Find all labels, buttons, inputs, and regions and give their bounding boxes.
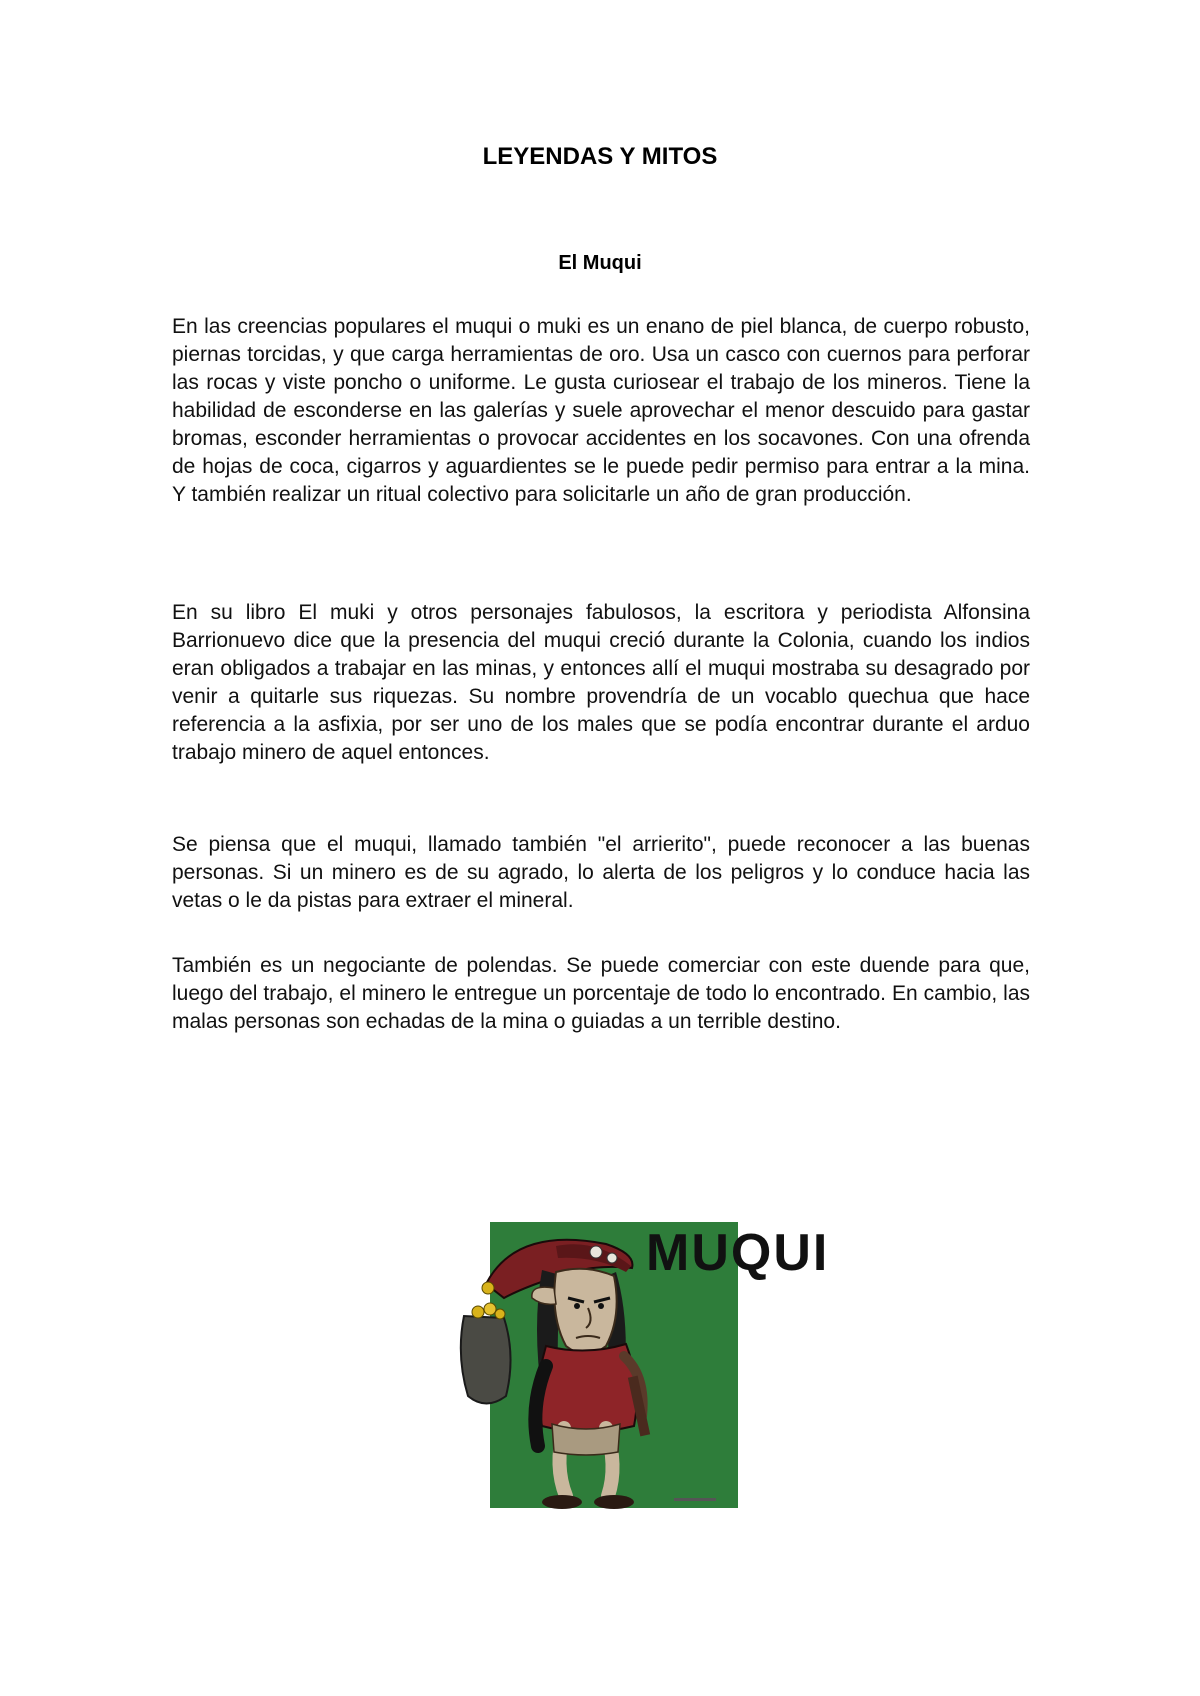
- artist-signature: [674, 1498, 716, 1501]
- paragraph-3: Se piensa que el muqui, llamado también "el arrierito", puede reconocer a las buenas personas. Si un minero es de su agrado, lo alerta de los peligros y lo conduce hacia las vetas o le da pistas para extraer el mineral.: [172, 833, 1030, 912]
- document-title: LEYENDAS Y MITOS: [482, 143, 718, 170]
- paragraph-1: En las creencias populares el muqui o muki es un enano de piel blanca, de cuerpo robusto, piernas torcidas, y que carga herramientas de oro. Usa un casco con cuernos para perforar las rocas y viste poncho o uniforme. Le gusta curiosear el trabajo de los mineros. Tiene la habilidad de esconderse en las galerías y suele aprovechar el menor descuido para gastar bromas, esconder herramientas o provocar accidentes en los socavones. Con una ofrenda de hojas de coca, cigarros y aguardientes se le puede pedir permiso para entrar a la mina. Y también realizar un ritual colectivo para solicitarle un año de gran producción.: [172, 315, 1030, 506]
- illustration-label: MUQUI: [646, 1224, 830, 1282]
- muqui-illustration: [446, 1206, 866, 1536]
- paragraph-4: También es un negociante de polendas. Se puede comerciar con este duende para que, luego del trabajo, el minero le entregue un porcentaje de todo lo encontrado. En cambio, las malas personas son echadas de la mina o guiadas a un terrible destino.: [172, 954, 1030, 1033]
- section-title: El Muqui: [558, 252, 642, 274]
- paragraph-2: En su libro El muki y otros personajes fabulosos, la escritora y periodista Alfonsina Barrionuevo dice que la presencia del muqui creció durante la Colonia, cuando los indios eran obligados a trabajar en las minas, y entonces allí el muqui mostraba su desagrado por venir a quitarle sus riquezas. Su nombre provendría de un vocablo quechua que hace referencia a la asfixia, por ser uno de los males que se podía encontrar durante el arduo trabajo minero de aquel entonces.: [172, 601, 1030, 764]
